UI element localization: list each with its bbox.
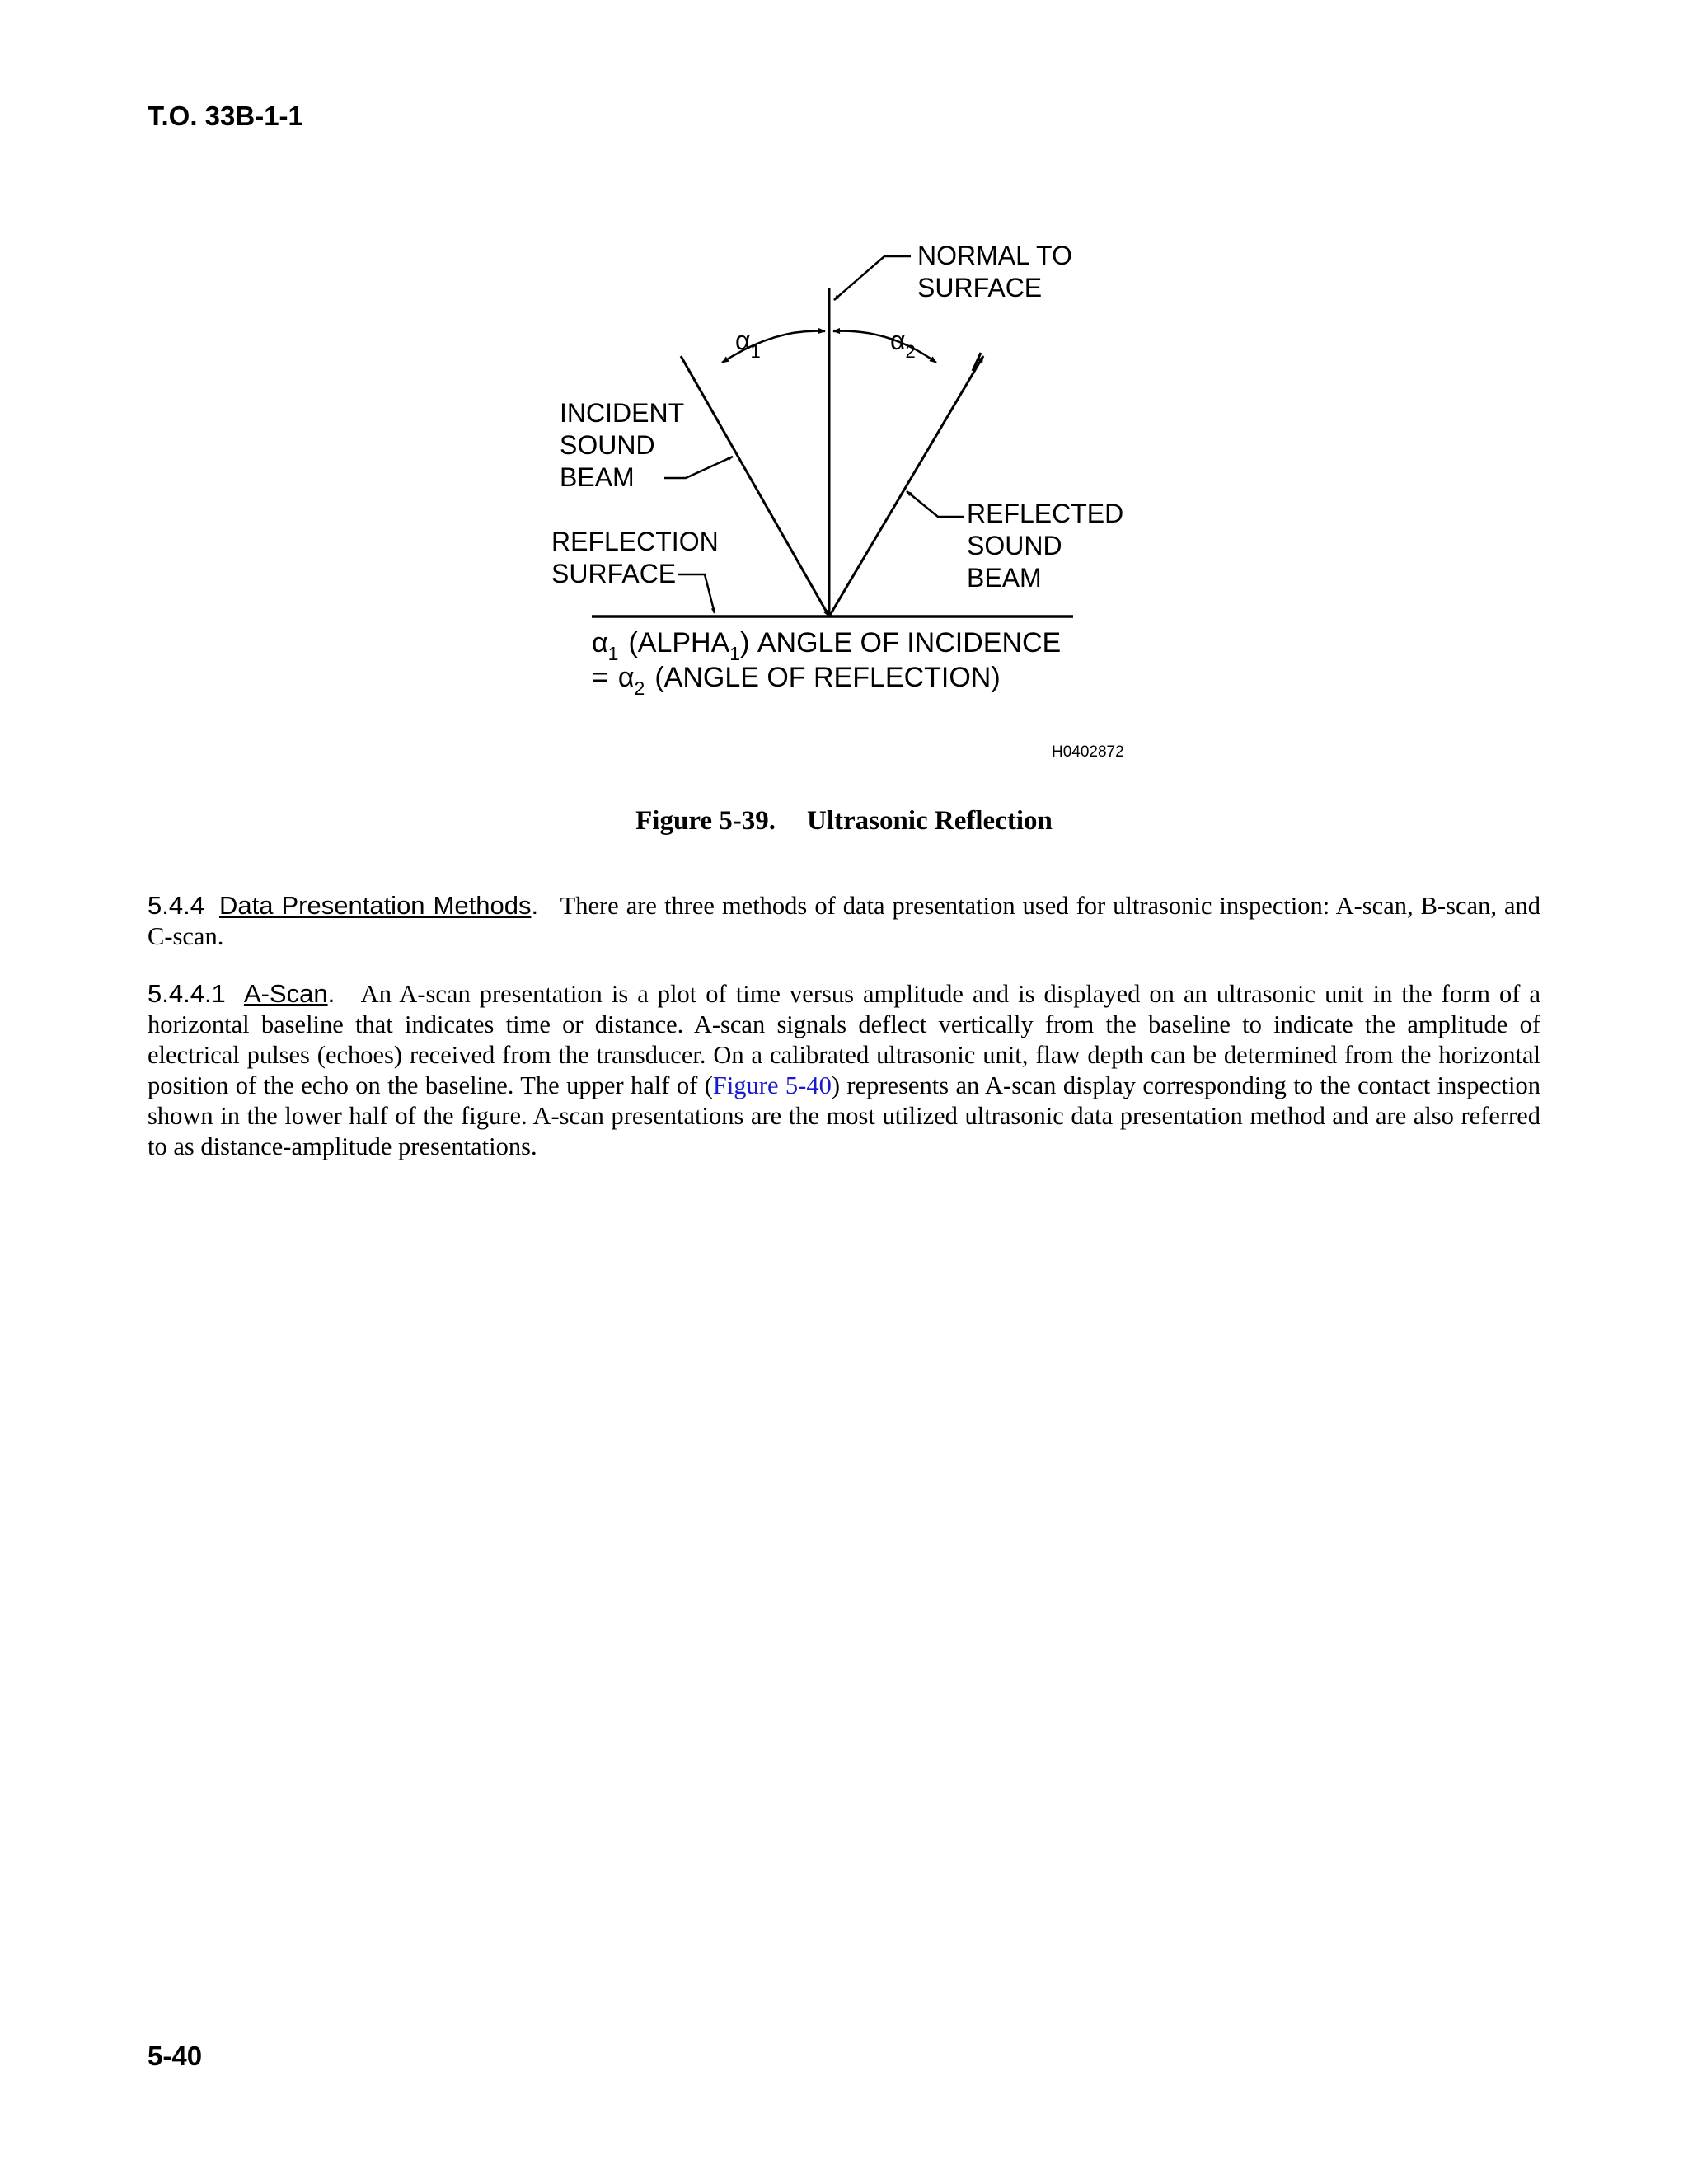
section-5-4-4-1: 5.4.4.1 A-Scan. An A-scan presentation is a plot of time versus amplitude and is displayed on an ultrasonic unit in the form of a horizontal baseline that indicates time or distance. A-scan signals deflect vertically from the baseline to indicate the amplitude of electrical pulses (echoes) received from the transducer. On a calibrated ultrasonic unit, flaw depth can be determined from the horizontal position of the echo on the baseline. The upper half of (Figure 5-40) represents an A-scan display corresponding to the contact inspection shown in the lower half of the figure. A-scan presentations are the most utilized ultrasonic data presentation method and are also referred to as distance-amplitude presentations. <box>148 979 1541 1160</box>
section-heading: Data Presentation Methods <box>219 891 532 920</box>
document-id: T.O. 33B-1-1 <box>148 101 303 131</box>
incident-leader <box>664 457 733 478</box>
figure-caption-title: Ultrasonic Reflection <box>807 806 1053 836</box>
equation-line1: $\alpha_1$ $(ALPHA_1)$ ANGLE OF INCIDENCE <box>592 627 1062 664</box>
section-5-4-4: 5.4.4 Data Presentation Methods. There are three methods of data presentation used for ultrasonic inspection: A-scan, B-scan, and C-scan. <box>148 891 1541 950</box>
alpha2-arc <box>833 331 936 363</box>
page-number: 5-40 <box>148 2041 203 2071</box>
reflected-label-line2: SOUND <box>967 531 1062 560</box>
reflection-surface-label-line1: REFLECTION <box>551 527 719 556</box>
alpha1-label: $\alpha_1$ <box>735 326 761 362</box>
incident-label-line1: INCIDENT <box>560 398 685 428</box>
section-text-part2: ) represents an A-scan display corresponding to the contact inspection shown in the lower half of the figure. A-scan presentations are the most utilized ultrasonic data presentation method and are also referred to as distance-amplitude presentations. <box>148 1071 1540 1160</box>
reflected-label-line1: REFLECTED <box>967 499 1124 528</box>
incident-label-line3: BEAM <box>560 462 635 492</box>
alpha2-label: $\alpha_2$ <box>890 326 916 362</box>
incident-label-line2: SOUND <box>560 430 655 460</box>
normal-leader <box>834 256 911 300</box>
figure-caption-number: Figure 5-39. <box>635 806 776 836</box>
section-text-part1: An A-scan presentation is a plot of time versus amplitude and is displayed on an ultrasonic unit in the form of a horizontal baseline that indicates time or distance. A-scan signals deflect vertically from the baseline to indicate the amplitude of electrical pulses (echoes) received from the transducer. On a calibrated ultrasonic unit, flaw depth can be determined from the horizontal position of the echo on the baseline. The upper half of ( <box>148 980 1541 1099</box>
section-number: 5.4.4 <box>148 891 204 920</box>
normal-label-line2: SURFACE <box>917 273 1043 302</box>
reflected-label-line3: BEAM <box>967 563 1042 593</box>
reflection-surface-leader <box>678 574 715 613</box>
section-heading: A-Scan <box>243 979 328 1008</box>
figure-5-40-link[interactable]: Figure 5-40 <box>712 1071 832 1099</box>
reflected-leader <box>907 491 964 517</box>
section-number: 5.4.4.1 <box>148 979 226 1008</box>
figure-caption <box>0 806 1688 837</box>
image-code: H0402872 <box>1052 743 1124 761</box>
incident-beam-line <box>681 356 829 616</box>
normal-label-line1: NORMAL TO <box>917 241 1072 270</box>
section-text: There are three methods of data presentation used for ultrasonic inspection: A-scan, B-scan, and C-scan. <box>148 892 1541 950</box>
equation-line2: = $\alpha_2$ (ANGLE OF REFLECTION) <box>592 662 1001 699</box>
reflected-beam-line <box>829 356 983 616</box>
reflection-surface-label-line2: SURFACE <box>551 559 677 588</box>
